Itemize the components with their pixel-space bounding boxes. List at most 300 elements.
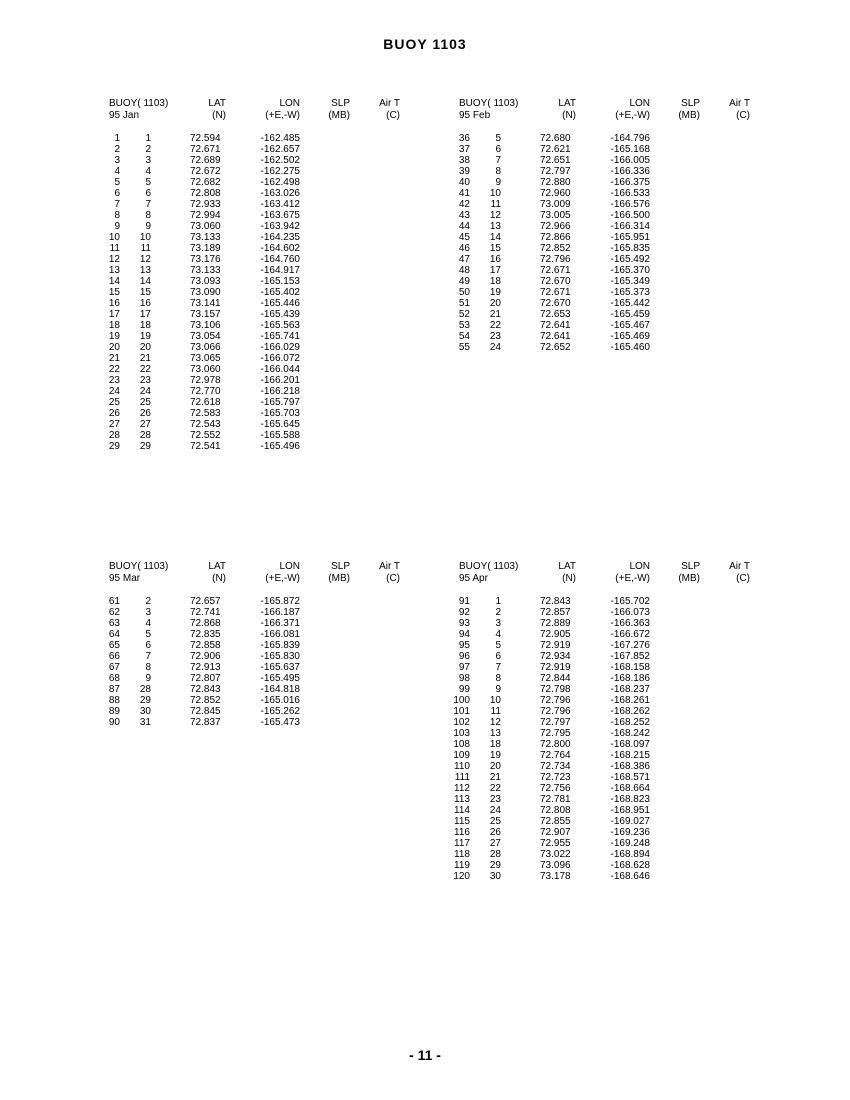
record-number: 110 — [454, 761, 470, 772]
day-number: 12 — [489, 210, 501, 221]
lon-value: -165.702 — [610, 596, 650, 607]
day-number: 22 — [489, 320, 501, 331]
day-number: 13 — [489, 728, 501, 739]
table-row — [450, 629, 795, 640]
lat-value: 73.189 — [190, 243, 221, 254]
day-number: 20 — [489, 298, 501, 309]
day-number: 16 — [489, 254, 501, 265]
lon-value: -166.336 — [610, 166, 650, 177]
table-subheader — [100, 573, 445, 585]
table-row — [100, 254, 445, 265]
record-number: 46 — [458, 243, 470, 254]
lat-header: LAT — [558, 98, 576, 109]
lon-value: -165.563 — [260, 320, 300, 331]
data-table-feb — [450, 98, 795, 353]
table-subheader — [450, 573, 795, 585]
day-number: 11 — [490, 706, 501, 717]
airt-unit: (C) — [386, 572, 400, 584]
day-number: 28 — [139, 684, 151, 695]
record-number: 45 — [458, 232, 470, 243]
lat-unit: (N) — [562, 572, 576, 584]
lon-value: -168.894 — [610, 849, 650, 860]
table-row — [450, 783, 795, 794]
day-number: 10 — [489, 695, 501, 706]
lon-value: -168.158 — [610, 662, 650, 673]
lat-value: 72.797 — [540, 717, 571, 728]
lon-value: -162.657 — [260, 144, 300, 155]
lat-value: 72.905 — [540, 629, 571, 640]
data-table-mar — [100, 561, 445, 728]
day-number: 24 — [489, 342, 501, 353]
table-row — [100, 695, 445, 706]
lat-value: 72.671 — [540, 265, 571, 276]
lat-value: 72.689 — [190, 155, 221, 166]
lat-value: 72.913 — [190, 662, 221, 673]
table-row — [450, 750, 795, 761]
day-number: 7 — [145, 199, 151, 210]
lon-header: LON — [629, 561, 650, 572]
day-number: 18 — [489, 276, 501, 287]
lat-value: 72.798 — [540, 684, 571, 695]
lon-unit: (+E,-W) — [265, 572, 300, 584]
table-row — [450, 706, 795, 717]
day-number: 8 — [145, 210, 151, 221]
day-number: 23 — [489, 794, 501, 805]
lat-value: 72.756 — [540, 783, 571, 794]
record-number: 23 — [108, 375, 120, 386]
record-number: 97 — [458, 662, 470, 673]
record-number: 109 — [453, 750, 470, 761]
record-number: 1 — [114, 133, 120, 144]
record-number: 113 — [454, 794, 470, 805]
lat-value: 72.651 — [540, 155, 571, 166]
table-row — [450, 739, 795, 750]
table-header — [450, 98, 795, 110]
table-row — [100, 607, 445, 618]
lon-value: -165.797 — [260, 397, 300, 408]
lat-value: 72.960 — [540, 188, 571, 199]
record-number: 15 — [108, 287, 120, 298]
table-row — [100, 640, 445, 651]
day-number: 2 — [145, 596, 151, 607]
day-number: 2 — [145, 144, 151, 155]
lon-value: -166.533 — [610, 188, 650, 199]
lat-value: 72.543 — [190, 419, 221, 430]
lat-value: 72.670 — [540, 298, 571, 309]
lat-value: 72.966 — [540, 221, 571, 232]
record-number: 87 — [108, 684, 120, 695]
lon-value: -168.386 — [610, 761, 650, 772]
record-number: 52 — [458, 309, 470, 320]
table-row — [100, 629, 445, 640]
airt-unit: (C) — [736, 109, 750, 121]
record-number: 20 — [108, 342, 120, 353]
record-number: 3 — [114, 155, 120, 166]
table-row — [450, 849, 795, 860]
record-number: 36 — [458, 133, 470, 144]
record-number: 116 — [454, 827, 470, 838]
table-row — [100, 199, 445, 210]
table-row — [450, 276, 795, 287]
lon-value: -166.187 — [260, 607, 300, 618]
lat-value: 72.764 — [540, 750, 571, 761]
lat-value: 72.723 — [540, 772, 571, 783]
lon-value: -168.097 — [610, 739, 650, 750]
table-row — [450, 265, 795, 276]
day-number: 22 — [489, 783, 501, 794]
day-number: 13 — [139, 265, 151, 276]
lon-value: -165.442 — [610, 298, 650, 309]
lon-value: -166.005 — [610, 155, 650, 166]
table-row — [100, 397, 445, 408]
lat-value: 73.141 — [190, 298, 221, 309]
table-row — [100, 210, 445, 221]
lat-value: 72.843 — [540, 596, 571, 607]
record-number: 98 — [458, 673, 470, 684]
lat-value: 72.844 — [540, 673, 571, 684]
record-number: 17 — [108, 309, 120, 320]
lat-value: 73.133 — [190, 265, 221, 276]
lat-value: 72.657 — [190, 596, 221, 607]
lat-value: 72.594 — [190, 133, 221, 144]
day-number: 4 — [145, 166, 151, 177]
lon-value: -166.044 — [260, 364, 300, 375]
day-number: 8 — [495, 673, 501, 684]
lon-value: -166.672 — [610, 629, 650, 640]
table-row — [100, 188, 445, 199]
day-number: 31 — [139, 717, 151, 728]
record-number: 39 — [458, 166, 470, 177]
lon-value: -166.218 — [260, 386, 300, 397]
record-number: 38 — [458, 155, 470, 166]
record-number: 4 — [114, 166, 120, 177]
lat-value: 72.671 — [190, 144, 221, 155]
lat-value: 72.880 — [540, 177, 571, 188]
table-row — [100, 232, 445, 243]
day-number: 15 — [139, 287, 151, 298]
lon-value: -168.664 — [610, 783, 650, 794]
lon-value: -165.402 — [260, 287, 300, 298]
day-number: 24 — [139, 386, 151, 397]
day-number: 16 — [139, 298, 151, 309]
lon-value: -165.467 — [610, 320, 650, 331]
lat-value: 72.653 — [540, 309, 571, 320]
lon-value: -165.588 — [260, 430, 300, 441]
slp-header: SLP — [681, 98, 700, 109]
day-number: 3 — [145, 607, 151, 618]
day-number: 3 — [145, 155, 151, 166]
lat-value: 72.670 — [540, 276, 571, 287]
table-row — [100, 221, 445, 232]
day-number: 24 — [489, 805, 501, 816]
record-number: 120 — [453, 871, 470, 882]
record-number: 40 — [458, 177, 470, 188]
lat-value: 72.843 — [190, 684, 221, 695]
lon-value: -165.349 — [610, 276, 650, 287]
lat-value: 73.106 — [190, 320, 221, 331]
lat-value: 72.808 — [190, 188, 221, 199]
record-number: 108 — [453, 739, 470, 750]
period-label: 95 Jan — [109, 109, 140, 121]
day-number: 10 — [139, 232, 151, 243]
record-number: 29 — [108, 441, 120, 452]
day-number: 18 — [489, 739, 501, 750]
table-row — [450, 243, 795, 254]
lon-value: -165.830 — [260, 651, 300, 662]
record-number: 48 — [458, 265, 470, 276]
table-row — [450, 805, 795, 816]
lat-value: 73.005 — [540, 210, 571, 221]
lat-value: 72.934 — [540, 651, 571, 662]
lon-value: -165.460 — [610, 342, 650, 353]
lat-value: 72.680 — [540, 133, 571, 144]
lon-value: -168.571 — [610, 772, 650, 783]
buoy-header: BUOY( 1103) — [459, 561, 519, 572]
table-row — [100, 662, 445, 673]
day-number: 9 — [145, 673, 151, 684]
day-number: 9 — [495, 684, 501, 695]
record-number: 14 — [108, 276, 120, 287]
buoy-header: BUOY( 1103) — [109, 98, 169, 109]
day-number: 30 — [139, 706, 151, 717]
record-number: 119 — [454, 860, 470, 871]
day-number: 20 — [139, 342, 151, 353]
lat-value: 72.808 — [540, 805, 571, 816]
lon-value: -165.872 — [260, 596, 300, 607]
table-row — [100, 430, 445, 441]
record-number: 49 — [458, 276, 470, 287]
day-number: 6 — [495, 144, 501, 155]
lon-value: -162.275 — [260, 166, 300, 177]
lon-value: -165.473 — [260, 717, 300, 728]
table-header — [100, 98, 445, 110]
day-number: 7 — [495, 662, 501, 673]
lat-value: 72.541 — [190, 441, 221, 452]
day-number: 27 — [139, 419, 151, 430]
day-number: 1 — [495, 596, 501, 607]
day-number: 5 — [145, 629, 151, 640]
record-number: 64 — [108, 629, 120, 640]
day-number: 27 — [489, 838, 501, 849]
lat-unit: (N) — [212, 572, 226, 584]
record-number: 101 — [453, 706, 470, 717]
record-number: 90 — [108, 717, 120, 728]
record-number: 61 — [108, 596, 120, 607]
day-number: 29 — [139, 441, 151, 452]
lon-value: -168.646 — [610, 871, 650, 882]
table-subheader — [100, 110, 445, 122]
lat-value: 72.994 — [190, 210, 221, 221]
lon-value: -166.072 — [260, 353, 300, 364]
record-number: 8 — [114, 210, 120, 221]
record-number: 51 — [458, 298, 470, 309]
table-row — [100, 177, 445, 188]
lat-value: 72.641 — [540, 320, 571, 331]
slp-unit: (MB) — [328, 109, 350, 121]
record-number: 92 — [458, 607, 470, 618]
airt-header: Air T — [729, 98, 750, 109]
record-number: 115 — [454, 816, 470, 827]
record-number: 22 — [108, 364, 120, 375]
table-row — [100, 276, 445, 287]
record-number: 62 — [108, 607, 120, 618]
lon-value: -168.186 — [610, 673, 650, 684]
day-number: 19 — [139, 331, 151, 342]
slp-unit: (MB) — [328, 572, 350, 584]
table-row — [100, 353, 445, 364]
airt-unit: (C) — [386, 109, 400, 121]
table-row — [100, 342, 445, 353]
airt-header: Air T — [379, 561, 400, 572]
table-row — [100, 144, 445, 155]
lat-value: 72.837 — [190, 717, 221, 728]
lon-value: -165.373 — [610, 287, 650, 298]
lat-unit: (N) — [212, 109, 226, 121]
day-number: 17 — [139, 309, 151, 320]
period-label: 95 Apr — [459, 572, 488, 584]
airt-header: Air T — [729, 561, 750, 572]
lon-value: -165.839 — [260, 640, 300, 651]
table-row — [100, 309, 445, 320]
period-label: 95 Mar — [109, 572, 141, 584]
table-row — [450, 342, 795, 353]
day-number: 4 — [145, 618, 151, 629]
table-row — [450, 221, 795, 232]
slp-header: SLP — [681, 561, 700, 572]
lon-value: -167.852 — [610, 651, 650, 662]
lon-value: -165.370 — [610, 265, 650, 276]
lat-value: 73.065 — [190, 353, 221, 364]
table-row — [450, 772, 795, 783]
record-number: 66 — [108, 651, 120, 662]
page-title: BUOY 1103 — [383, 36, 467, 52]
lat-value: 72.796 — [540, 254, 571, 265]
day-number: 26 — [139, 408, 151, 419]
lon-value: -162.498 — [260, 177, 300, 188]
table-row — [450, 728, 795, 739]
table-row — [100, 618, 445, 629]
lon-value: -166.363 — [610, 618, 650, 629]
day-number: 23 — [139, 375, 151, 386]
table-row — [100, 133, 445, 144]
lon-value: -165.262 — [260, 706, 300, 717]
lon-value: -169.236 — [610, 827, 650, 838]
day-number: 13 — [489, 221, 501, 232]
record-number: 12 — [108, 254, 120, 265]
day-number: 9 — [145, 221, 151, 232]
table-row — [450, 794, 795, 805]
record-number: 41 — [458, 188, 470, 199]
day-number: 25 — [139, 397, 151, 408]
lon-value: -164.818 — [260, 684, 300, 695]
table-row — [100, 408, 445, 419]
day-number: 28 — [489, 849, 501, 860]
day-number: 19 — [489, 750, 501, 761]
record-number: 99 — [458, 684, 470, 695]
lon-value: -163.412 — [260, 199, 300, 210]
day-number: 23 — [489, 331, 501, 342]
day-number: 1 — [145, 133, 151, 144]
day-number: 21 — [489, 772, 501, 783]
slp-unit: (MB) — [678, 109, 700, 121]
day-number: 6 — [145, 188, 151, 199]
day-number: 10 — [489, 188, 501, 199]
data-table-apr — [450, 561, 795, 882]
lon-value: -165.495 — [260, 673, 300, 684]
table-row — [450, 761, 795, 772]
day-number: 15 — [489, 243, 501, 254]
day-number: 25 — [489, 816, 501, 827]
lat-value: 72.741 — [190, 607, 221, 618]
lat-value: 73.060 — [190, 221, 221, 232]
day-number: 6 — [145, 640, 151, 651]
lat-value: 72.795 — [540, 728, 571, 739]
record-number: 43 — [458, 210, 470, 221]
lat-value: 72.652 — [540, 342, 571, 353]
table-row — [100, 386, 445, 397]
lon-value: -163.942 — [260, 221, 300, 232]
table-row — [450, 838, 795, 849]
lat-value: 73.178 — [540, 871, 571, 882]
table-row — [450, 199, 795, 210]
airt-header: Air T — [379, 98, 400, 109]
record-number: 88 — [108, 695, 120, 706]
lat-unit: (N) — [562, 109, 576, 121]
lat-value: 72.845 — [190, 706, 221, 717]
record-number: 67 — [108, 662, 120, 673]
record-number: 63 — [108, 618, 120, 629]
page-number: - 11 - — [409, 1047, 441, 1063]
lat-value: 72.866 — [540, 232, 571, 243]
record-number: 95 — [458, 640, 470, 651]
table-row — [100, 717, 445, 728]
lon-value: -165.153 — [260, 276, 300, 287]
lon-value: -169.027 — [610, 816, 650, 827]
lon-value: -166.576 — [610, 199, 650, 210]
lat-value: 72.781 — [540, 794, 571, 805]
record-number: 16 — [108, 298, 120, 309]
lon-value: -166.371 — [260, 618, 300, 629]
lon-value: -165.835 — [610, 243, 650, 254]
table-row — [450, 651, 795, 662]
period-label: 95 Feb — [459, 109, 491, 121]
lon-value: -166.201 — [260, 375, 300, 386]
record-number: 54 — [458, 331, 470, 342]
lon-value: -165.168 — [610, 144, 650, 155]
table-row — [100, 419, 445, 430]
lat-header: LAT — [558, 561, 576, 572]
record-number: 65 — [108, 640, 120, 651]
lon-value: -166.314 — [610, 221, 650, 232]
table-row — [450, 640, 795, 651]
lon-value: -168.628 — [610, 860, 650, 871]
day-number: 17 — [489, 265, 501, 276]
day-number: 11 — [490, 199, 501, 210]
slp-header: SLP — [331, 98, 350, 109]
record-number: 25 — [108, 397, 120, 408]
lat-value: 72.797 — [540, 166, 571, 177]
table-row — [100, 673, 445, 684]
day-number: 19 — [489, 287, 501, 298]
lon-header: LON — [629, 98, 650, 109]
table-row — [100, 375, 445, 386]
lon-header: LON — [279, 98, 300, 109]
lon-value: -166.029 — [260, 342, 300, 353]
lon-value: -164.235 — [260, 232, 300, 243]
day-number: 8 — [145, 662, 151, 673]
lat-value: 72.919 — [540, 662, 571, 673]
table-row — [450, 695, 795, 706]
